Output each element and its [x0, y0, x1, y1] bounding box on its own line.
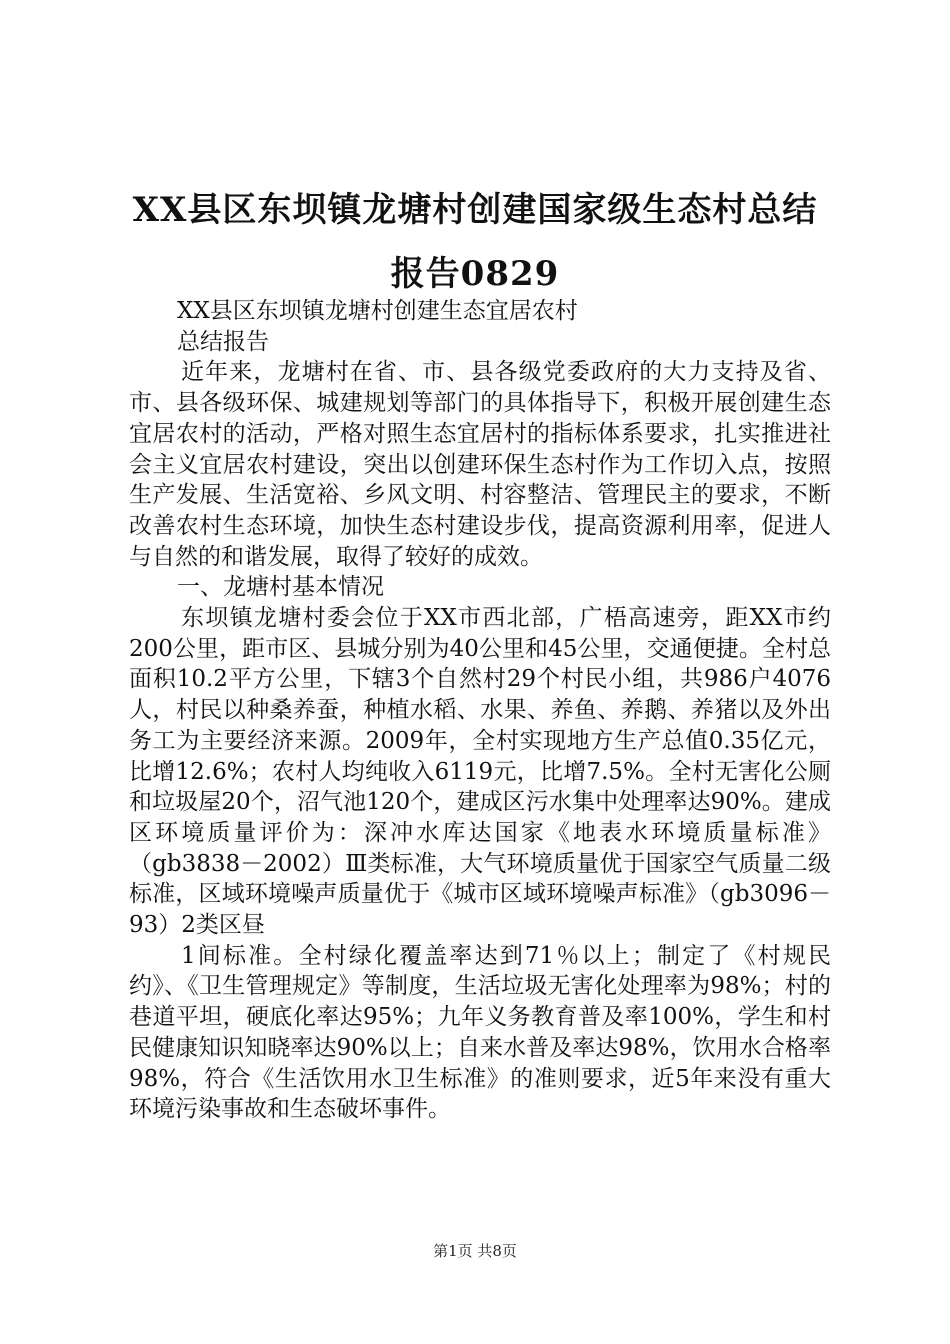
subtitle-line-2: 总结报告	[177, 328, 269, 355]
paragraph-basic-info: 东坝镇龙塘村委会位于XX市西北部，广梧高速旁，距XX市约200公里，距市区、县城分别为40公里和45公里，交通便捷。全村总面积10.2平方公里，下辖3个自然村29个村民小组，共986户4076人，村民以种桑养蚕，种植水稻、水果、养鱼、养鹅、养猪以及外出务工为主要经济来源。2009年，全村实现地方生产总值0.35亿元，比增12.6%；农村人均纯收入6119元，比增7.5%。全村无害化公厕和垃圾屋20个，沼气池120个，建成区污水集中处理率达90%。建成区环境质量评价为：深冲水库达国家《地表水环境质量标准》（gb3838－2002）Ⅲ类标准，大气环境质量优于国家空气质量二级标准，区域环境噪声质量优于《城市区域环境噪声标准》（gb3096－93）2类区昼	[129, 605, 831, 939]
paragraph-standards: 1间标准。全村绿化覆盖率达到71％以上；制定了《村规民约》、《卫生管理规定》等制度，生活垃圾无害化处理率为98%；村的巷道平坦，硬底化率达95%；九年义务教育普及率100%，学生和村民健康知识知晓率达90%以上；自来水普及率达98%，饮用水合格率98%，符合《生活饮用水卫生标准》的准则要求，近5年来没有重大环境污染事故和生态破坏事件。	[129, 942, 831, 1123]
subtitle-line-1: XX县区东坝镇龙塘村创建生态宜居农村	[177, 298, 578, 324]
paragraph-intro: 近年来，龙塘村在省、市、县各级党委政府的大力支持及省、市、县各级环保、城建规划等部门的具体指导下，积极开展创建生态宜居农村的活动，严格对照生态宜居村的指标体系要求，扎实推进社会主义宜居农村建设，突出以创建环保生态村作为工作切入点，按照生产发展、生活宽裕、乡风文明、村容整洁、管理民主的要求，不断改善农村生态环境，加快生态村建设步伐，提高资源利用率，促进人与自然的和谐发展，取得了较好的成效。	[129, 359, 831, 570]
page-number-footer: 第1页 共8页	[433, 1242, 517, 1260]
section-heading-basic-info: 一、龙塘村基本情况	[177, 574, 384, 601]
document-body	[129, 296, 831, 1125]
document-title: XX县区东坝镇龙塘村创建国家级生态村总结报告0829	[132, 190, 818, 294]
